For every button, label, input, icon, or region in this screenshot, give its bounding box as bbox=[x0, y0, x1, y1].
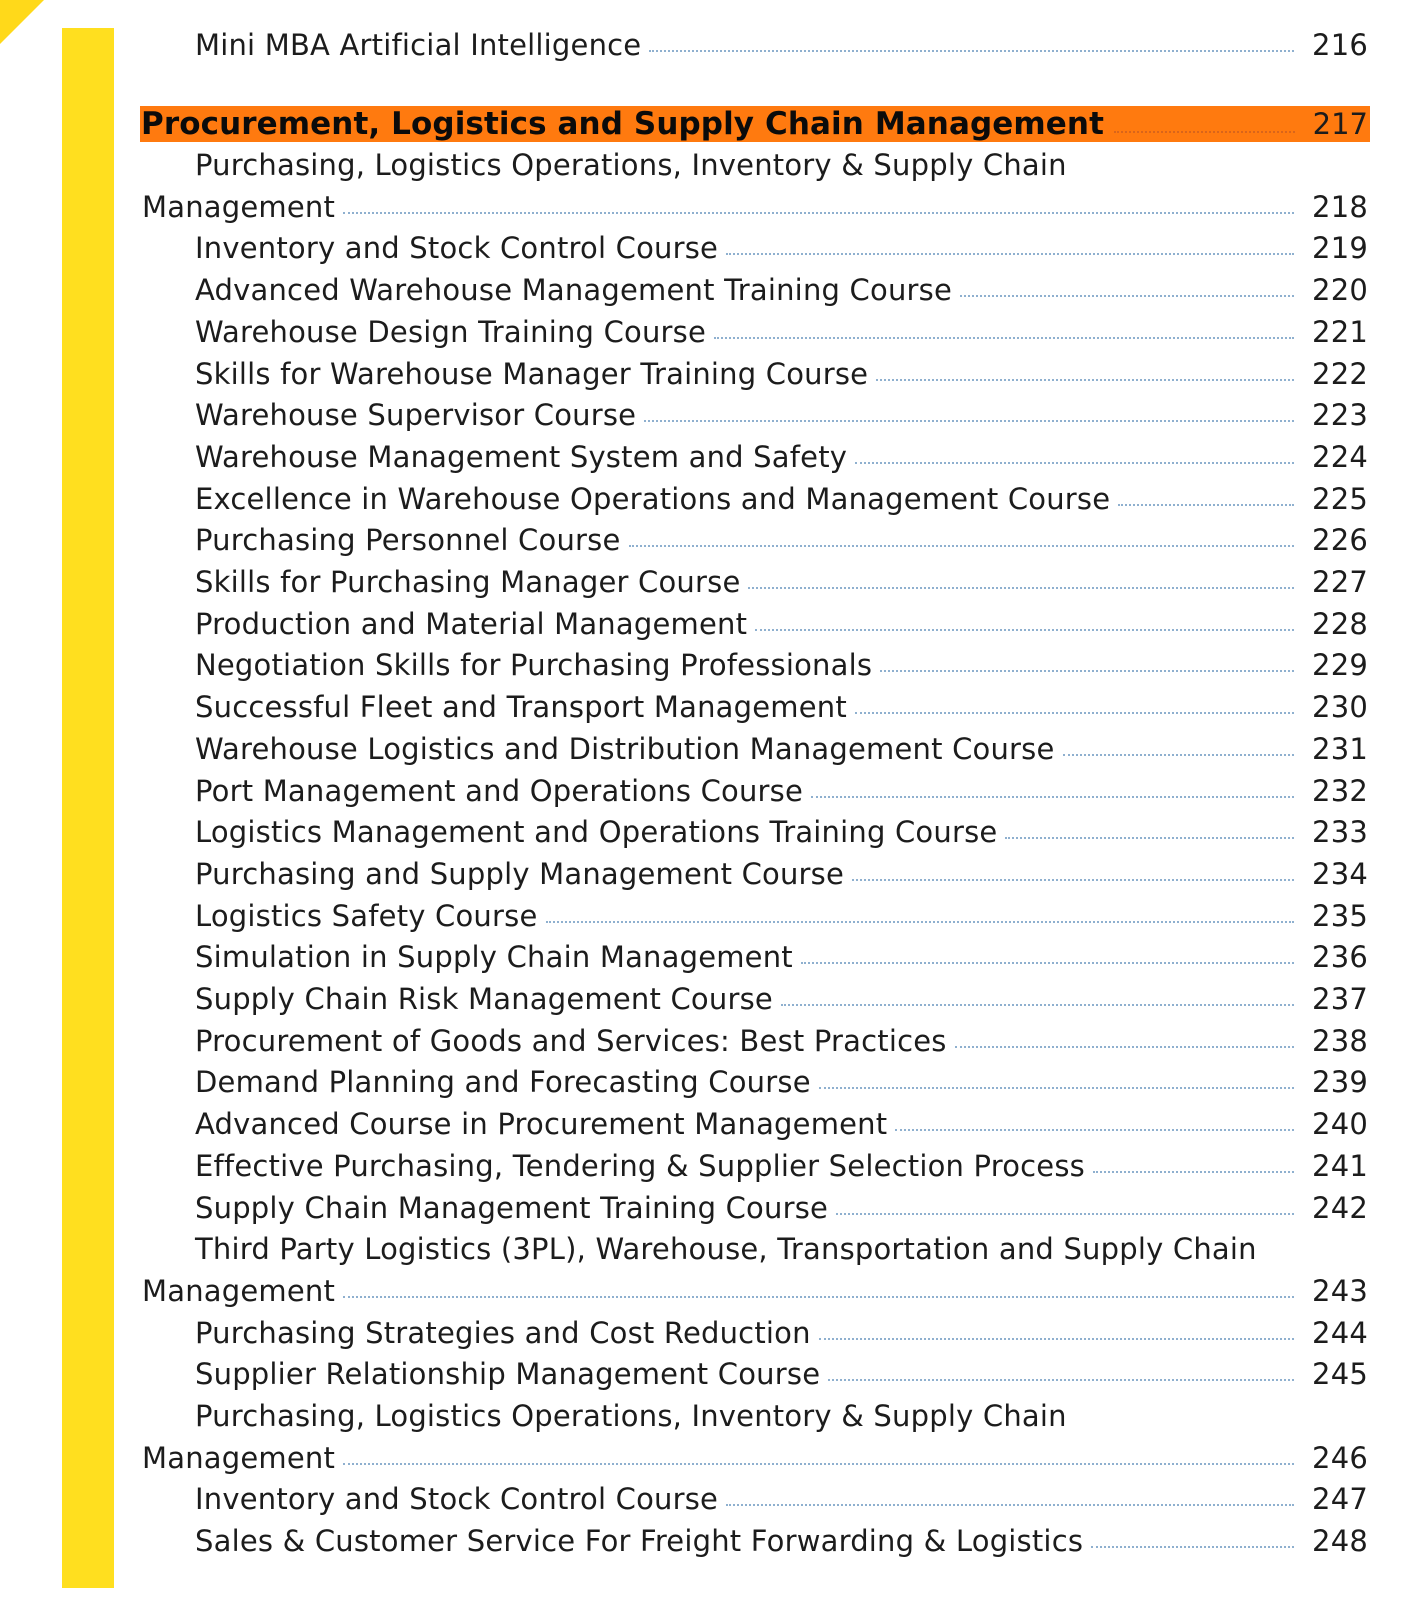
toc-entry-title: Inventory and Stock Control Course bbox=[195, 231, 719, 265]
toc-entry-title: Demand Planning and Forecasting Course bbox=[195, 1065, 811, 1099]
toc-entry-page: 235 bbox=[1312, 899, 1368, 933]
toc-entry-title: Supplier Relationship Management Course bbox=[195, 1357, 821, 1391]
toc-entry[interactable] bbox=[142, 728, 1368, 770]
leader-dots bbox=[1114, 131, 1295, 133]
toc-entry[interactable] bbox=[142, 811, 1368, 853]
leader-dots bbox=[855, 712, 1294, 714]
toc-entry[interactable] bbox=[142, 394, 1368, 436]
toc-entry-title: Purchasing, Logistics Operations, Inventory & Supply Chain bbox=[195, 148, 1067, 182]
toc-entry[interactable] bbox=[142, 936, 1368, 978]
toc-entry-page: 236 bbox=[1312, 940, 1368, 974]
toc-entry-page: 219 bbox=[1312, 231, 1368, 265]
toc-entry[interactable] bbox=[142, 644, 1368, 686]
toc-entry-page: 230 bbox=[1312, 690, 1368, 724]
toc-entry-title-continued: Management bbox=[142, 190, 336, 224]
toc-entry-title: Successful Fleet and Transport Management bbox=[195, 690, 847, 724]
leader-dots bbox=[895, 1129, 1294, 1131]
toc-entry-page: 245 bbox=[1312, 1357, 1368, 1391]
leader-dots bbox=[1063, 754, 1295, 756]
toc-entry[interactable] bbox=[142, 561, 1368, 603]
leader-dots bbox=[755, 629, 1294, 631]
toc-entry-title: Advanced Warehouse Management Training Course bbox=[195, 273, 952, 307]
leader-dots bbox=[629, 545, 1295, 547]
toc-entry[interactable] bbox=[142, 1145, 1368, 1187]
toc-entry-title: Third Party Logistics (3PL), Warehouse, Transportation and Supply Chain bbox=[195, 1232, 1257, 1266]
toc-entry-title: Simulation in Supply Chain Management bbox=[195, 940, 793, 974]
toc-entry-page: 229 bbox=[1312, 648, 1368, 682]
toc-entry[interactable] bbox=[142, 227, 1368, 269]
toc-entry-title: Supply Chain Management Training Course bbox=[195, 1191, 829, 1225]
toc-entry-page: 248 bbox=[1312, 1524, 1368, 1558]
leader-dots bbox=[343, 1296, 1294, 1298]
toc-entry-page: 226 bbox=[1312, 523, 1368, 557]
toc-entry-page: 241 bbox=[1312, 1149, 1368, 1183]
leader-dots bbox=[876, 379, 1294, 381]
leader-dots bbox=[960, 295, 1294, 297]
toc-entry-title: Warehouse Design Training Course bbox=[195, 315, 707, 349]
toc-entry-title: Advanced Course in Procurement Management bbox=[195, 1107, 888, 1141]
toc-entry-page: 232 bbox=[1312, 774, 1368, 808]
toc-entry-title: Supply Chain Risk Management Course bbox=[195, 982, 773, 1016]
toc-entry[interactable] bbox=[142, 519, 1368, 561]
leader-dots bbox=[748, 587, 1294, 589]
toc-entry-page: 216 bbox=[1312, 28, 1368, 62]
leader-dots bbox=[781, 1004, 1294, 1006]
leader-dots bbox=[343, 212, 1294, 214]
toc-entry-page: 221 bbox=[1312, 315, 1368, 349]
toc-entry[interactable] bbox=[142, 895, 1368, 937]
toc-entry-page: 227 bbox=[1312, 565, 1368, 599]
toc-entry[interactable] bbox=[142, 1395, 1368, 1479]
toc-entry-title: Purchasing Strategies and Cost Reduction bbox=[195, 1316, 811, 1350]
toc-entry[interactable] bbox=[142, 1478, 1368, 1520]
leader-dots bbox=[819, 1338, 1294, 1340]
toc-entry[interactable] bbox=[142, 853, 1368, 895]
toc-entry[interactable] bbox=[142, 770, 1368, 812]
toc-entry-page: 240 bbox=[1312, 1107, 1368, 1141]
toc-entry-page: 242 bbox=[1312, 1191, 1368, 1225]
toc-entry-title: Logistics Safety Course bbox=[195, 899, 538, 933]
toc-entry[interactable] bbox=[142, 1228, 1368, 1312]
toc-entry-title: Inventory and Stock Control Course bbox=[195, 1482, 719, 1516]
toc-entry-page: 244 bbox=[1312, 1316, 1368, 1350]
leader-dots bbox=[714, 337, 1294, 339]
toc-entry-page: 239 bbox=[1312, 1065, 1368, 1099]
leader-dots bbox=[649, 50, 1294, 52]
toc-entry-title: Purchasing and Supply Management Course bbox=[195, 857, 845, 891]
toc-entry-page: 222 bbox=[1312, 357, 1368, 391]
toc-entry-title: Warehouse Supervisor Course bbox=[195, 398, 637, 432]
toc-entry-title: Effective Purchasing, Tendering & Supplier Selection Process bbox=[195, 1149, 1085, 1183]
toc-entry-title: Warehouse Logistics and Distribution Management Course bbox=[195, 732, 1055, 766]
toc-entry-page: 247 bbox=[1312, 1482, 1368, 1516]
toc-entry[interactable] bbox=[142, 1103, 1368, 1145]
leader-dots bbox=[1118, 504, 1294, 506]
toc-entry-title: Purchasing, Logistics Operations, Inventory & Supply Chain bbox=[195, 1399, 1067, 1433]
toc-entry[interactable] bbox=[142, 1312, 1368, 1354]
toc-entry[interactable] bbox=[142, 436, 1368, 478]
leader-dots bbox=[852, 879, 1294, 881]
toc-entry-page: 223 bbox=[1312, 398, 1368, 432]
toc-entry-page: 218 bbox=[1312, 190, 1368, 224]
leader-dots bbox=[880, 670, 1294, 672]
toc-entry-page: 220 bbox=[1312, 273, 1368, 307]
toc-entry-page: 237 bbox=[1312, 982, 1368, 1016]
toc-entry-title: Excellence in Warehouse Operations and Management Course bbox=[195, 482, 1111, 516]
toc-entry-title: Warehouse Management System and Safety bbox=[195, 440, 848, 474]
leader-dots bbox=[819, 1087, 1294, 1089]
toc-entry-title: Skills for Warehouse Manager Training Course bbox=[195, 357, 869, 391]
leader-dots bbox=[726, 253, 1294, 255]
toc-entry-title: Skills for Purchasing Manager Course bbox=[195, 565, 741, 599]
toc-entry-page: 233 bbox=[1312, 815, 1368, 849]
toc-entry[interactable] bbox=[142, 603, 1368, 645]
leader-dots bbox=[828, 1379, 1294, 1381]
leader-dots bbox=[955, 1046, 1294, 1048]
toc-entry-page: 243 bbox=[1312, 1274, 1368, 1308]
toc-entry-title: Logistics Management and Operations Training Course bbox=[195, 815, 998, 849]
toc-entry-title: Production and Material Management bbox=[195, 607, 748, 641]
toc-entry[interactable] bbox=[142, 1187, 1368, 1229]
toc-entry-title: Procurement of Goods and Services: Best Practices bbox=[195, 1024, 947, 1058]
toc-entry-page: 234 bbox=[1312, 857, 1368, 891]
toc-entry-title: Purchasing Personnel Course bbox=[195, 523, 621, 557]
toc-entry[interactable] bbox=[142, 311, 1368, 353]
leader-dots bbox=[1091, 1546, 1294, 1548]
toc-entry-page: 238 bbox=[1312, 1024, 1368, 1058]
leader-dots bbox=[1093, 1171, 1294, 1173]
toc-entry-page: 225 bbox=[1312, 482, 1368, 516]
toc-entry[interactable] bbox=[142, 24, 1368, 66]
toc-entry[interactable] bbox=[142, 144, 1368, 228]
leader-dots bbox=[726, 1504, 1294, 1506]
leader-dots bbox=[855, 462, 1294, 464]
toc-entry-title: Mini MBA Artificial Intelligence bbox=[195, 28, 642, 62]
section-title: Procurement, Logistics and Supply Chain Management bbox=[141, 106, 1105, 142]
toc-entry[interactable] bbox=[142, 1020, 1368, 1062]
toc-entry-page: 231 bbox=[1312, 732, 1368, 766]
toc-entry[interactable] bbox=[142, 353, 1368, 395]
toc-entry[interactable] bbox=[142, 686, 1368, 728]
toc-entry-title: Negotiation Skills for Purchasing Professionals bbox=[195, 648, 873, 682]
toc-entry[interactable] bbox=[142, 1520, 1368, 1562]
toc-entry[interactable] bbox=[142, 478, 1368, 520]
toc-section-heading[interactable] bbox=[140, 106, 1370, 142]
toc-entry-title-continued: Management bbox=[142, 1441, 336, 1475]
section-page: 217 bbox=[1312, 107, 1368, 141]
leader-dots bbox=[836, 1213, 1294, 1215]
leader-dots bbox=[1005, 837, 1294, 839]
leader-dots bbox=[343, 1463, 1294, 1465]
toc-entry-title: Port Management and Operations Course bbox=[195, 774, 804, 808]
leader-dots bbox=[644, 420, 1294, 422]
toc-entry-page: 224 bbox=[1312, 440, 1368, 474]
leader-dots bbox=[811, 796, 1294, 798]
toc-entry[interactable] bbox=[142, 269, 1368, 311]
toc-entry[interactable] bbox=[142, 1353, 1368, 1395]
toc-entry[interactable] bbox=[142, 978, 1368, 1020]
toc-entry-page: 246 bbox=[1312, 1441, 1368, 1475]
toc-entry-title: Sales & Customer Service For Freight Forwarding & Logistics bbox=[195, 1524, 1084, 1558]
toc-entry-title-continued: Management bbox=[142, 1274, 336, 1308]
toc-entry-page: 228 bbox=[1312, 607, 1368, 641]
leader-dots bbox=[546, 921, 1295, 923]
leader-dots bbox=[801, 962, 1294, 964]
toc-entry[interactable] bbox=[142, 1061, 1368, 1103]
